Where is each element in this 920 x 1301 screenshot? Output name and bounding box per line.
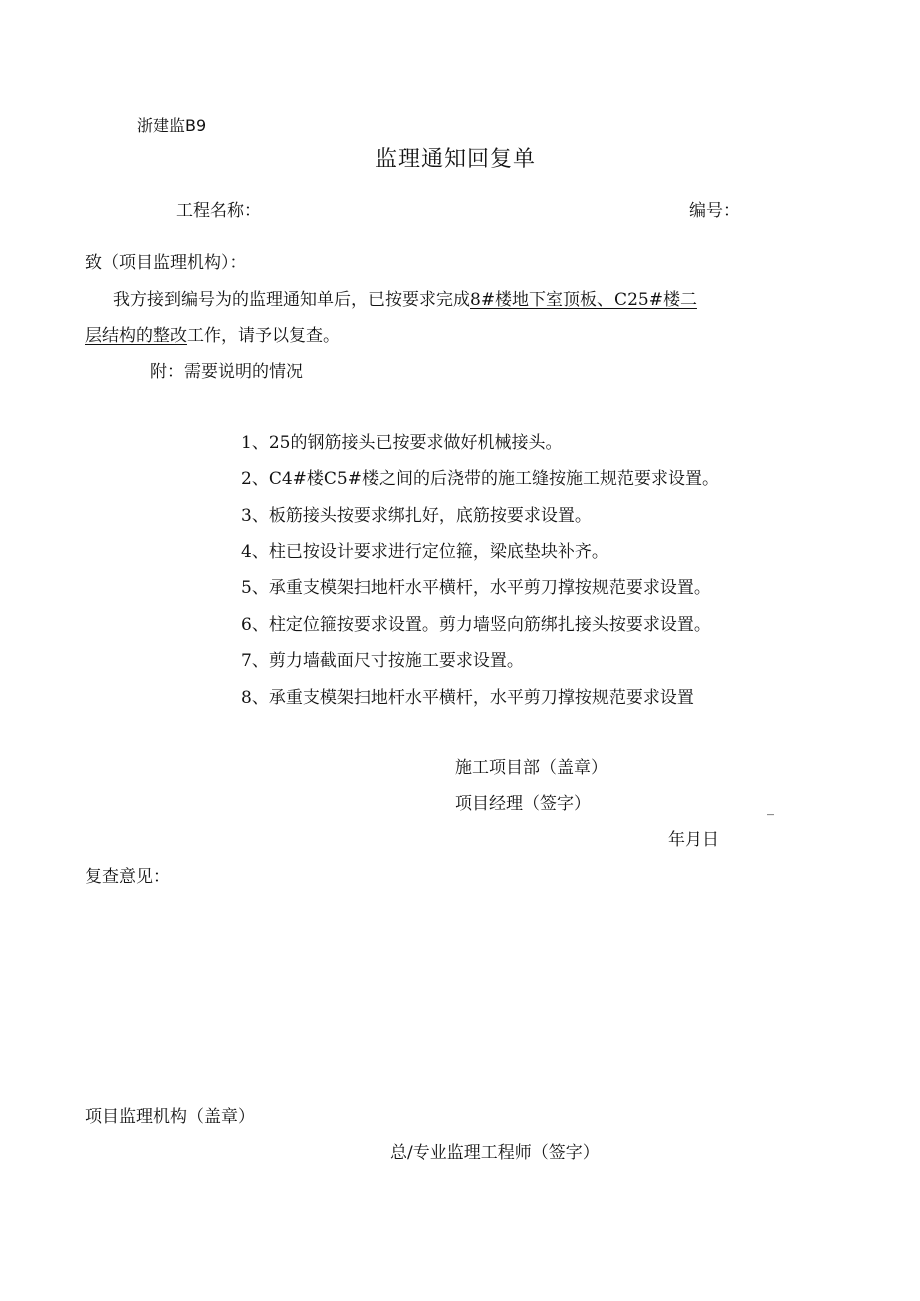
list-item: 4、柱已按设计要求进行定位箍，梁底垫块补齐。 <box>241 542 609 562</box>
list-item: 1、25的钢筋接头已按要求做好机械接头。 <box>241 433 563 453</box>
list-item: 8、承重支模架扫地杆水平横杆，水平剪刀撑按规范要求设置 <box>241 688 694 708</box>
body-line-1-underlined: 8#楼地下室顶板、C25#楼二 <box>470 290 697 310</box>
list-item: 5、承重支模架扫地杆水平横杆，水平剪刀撑按规范要求设置。 <box>241 578 711 598</box>
form-code: 浙建监B9 <box>137 116 207 135</box>
construction-dept-seal: 施工项目部（盖章） <box>455 758 608 778</box>
supervising-engineer-signature: 总/专业监理工程师（签字） <box>390 1143 600 1163</box>
review-opinion-label: 复查意见： <box>85 867 170 887</box>
body-line-1-prefix: 我方接到编号为的监理通知单后，已按要求完成 <box>113 290 470 310</box>
body-line-1 <box>113 290 697 310</box>
supervision-org-seal: 项目监理机构（盖章） <box>85 1107 255 1127</box>
body-line-2-suffix: 工作，请予以复查。 <box>187 326 340 346</box>
signature-dash: _ <box>767 800 774 816</box>
number-label: 编号： <box>689 201 740 221</box>
list-item: 2、C4#楼C5#楼之间的后浇带的施工缝按施工规范要求设置。 <box>241 469 719 489</box>
project-manager-signature: 项目经理（签字） <box>455 794 591 814</box>
list-item: 6、柱定位箍按要求设置。剪力墙竖向筋绑扎接头按要求设置。 <box>241 615 711 635</box>
list-item: 3、板筋接头按要求绑扎好，底筋按要求设置。 <box>241 506 592 526</box>
list-item: 7、剪力墙截面尺寸按施工要求设置。 <box>241 651 524 671</box>
project-name-label: 工程名称： <box>176 201 261 221</box>
page-title: 监理通知回复单 <box>375 147 537 172</box>
body-line-2 <box>85 326 340 346</box>
recipient-line: 致（项目监理机构）： <box>85 253 247 273</box>
date-label: 年月日 <box>668 830 719 850</box>
body-line-2-underlined: 层结构的整改 <box>85 326 187 346</box>
attachment-note: 附：需要说明的情况 <box>150 362 303 382</box>
